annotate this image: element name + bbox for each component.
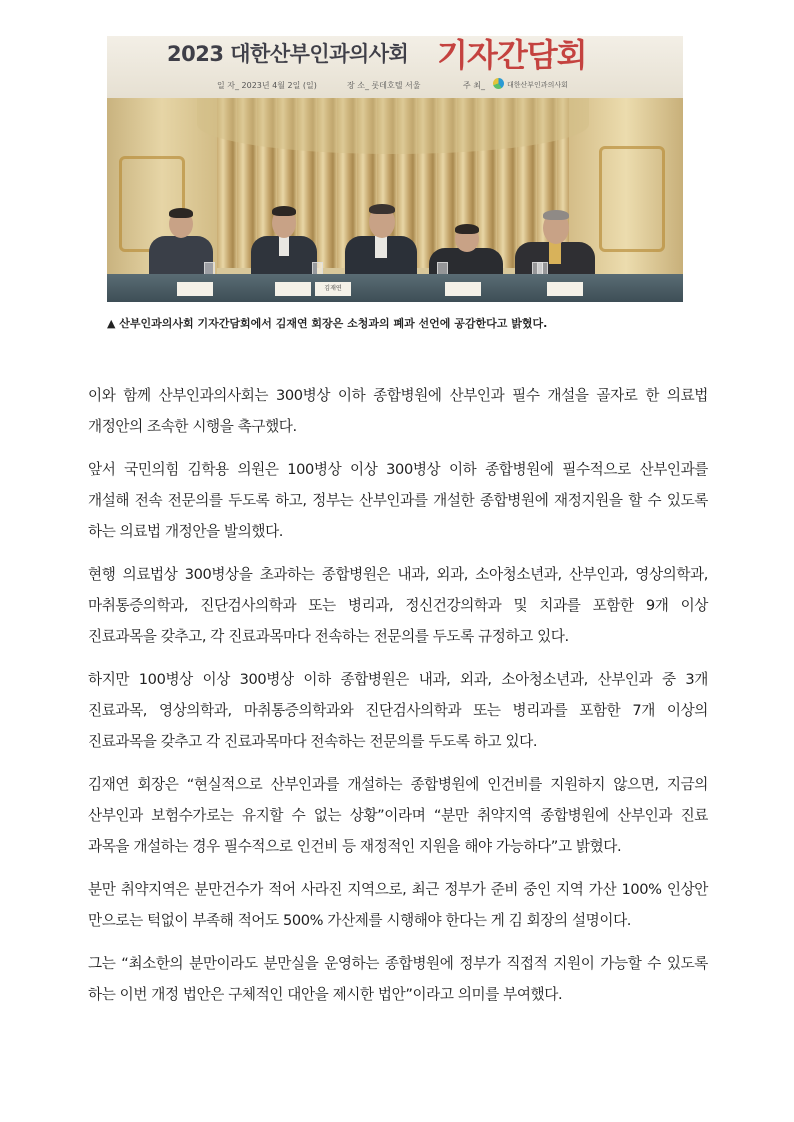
event-banner — [107, 36, 683, 98]
photo-caption: ▲ 산부인과의사회 기자간담회에서 김재연 회장은 소청과의 폐과 선언에 공감한다고 밝혔다. — [107, 317, 548, 330]
banner-title: 2023 대한산부인과의사회 — [167, 42, 409, 66]
nameplate — [445, 282, 481, 296]
nameplate-kim-jae-yeon: 김재연 — [315, 282, 351, 296]
association-logo-icon — [493, 78, 504, 89]
nameplate — [177, 282, 213, 296]
press-conference-photo — [107, 36, 683, 302]
article-paragraph: 하지만 100병상 이상 300병상 이하 종합병원은 내과, 외과, 소아청소년과, 산부인과 중 3개 진료과목, 영상의학과, 마취통증의학과와 진단검사의학과 또는 병리과를 포함한 7개 이상의 진료과목을 갖추고 각 진료과목마다 전속하는 전문의를 두도록 하고 있다. — [88, 671, 708, 750]
nameplate — [275, 282, 311, 296]
article-paragraph: 이와 함께 산부인과의사회는 300병상 이하 종합병원에 산부인과 필수 개설을 골자로 한 의료법 개정안의 조속한 시행을 촉구했다. — [88, 387, 708, 435]
article-paragraph: 앞서 국민의힘 김학용 의원은 100병상 이상 300병상 이하 종합병원에 필수적으로 산부인과를 개설해 전속 전문의를 두도록 하고, 정부는 산부인과를 개설한 종합병원에 재정지원을 할 수 있도록 하는 의료법 개정안을 발의했다. — [88, 461, 708, 540]
nameplate — [547, 282, 583, 296]
article-paragraph: 현행 의료법상 300병상을 초과하는 종합병원은 내과, 외과, 소아청소년과, 산부인과, 영상의학과, 마취통증의학과, 진단검사의학과 또는 병리과, 정신건강의학과 및 치과를 포함한 9개 이상 진료과목을 갖추고, 각 진료과목마다 전속하는 전문의를 두도록 규정하고 있다. — [88, 566, 708, 645]
curtain-valance — [197, 94, 589, 154]
wall-ornament — [599, 146, 665, 252]
banner-host-label: 주 최_ — [463, 81, 485, 90]
article-paragraph: 분만 취약지역은 분만건수가 적어 사라진 지역으로, 최근 정부가 준비 중인 지역 가산 100% 인상안 만으로는 턱없이 부족해 적어도 500% 가산제를 시행해야 한다는 게 김 회장의 설명이다. — [88, 881, 708, 929]
banner-host-name: 대한산부인과의사회 — [507, 81, 568, 89]
article-body — [88, 380, 708, 1022]
banner-title-highlight: 기자간담회 — [437, 36, 587, 74]
article-paragraph: 김재연 회장은 “현실적으로 산부인과를 개설하는 종합병원에 인건비를 지원하지 않으면, 지금의 산부인과 보험수가로는 유지할 수 없는 상황”이라며 “분만 취약지역 종합병원에 산부인과 진료 과목을 개설하는 경우 필수적으로 인건비 등 재정적인 지원을 해야 가능하다”고 밝혔다. — [88, 776, 708, 855]
banner-date: 일 자_ 2023년 4월 2일 (일) — [217, 81, 317, 90]
banner-place: 장 소_ 롯데호텔 서울 — [347, 81, 421, 90]
article-paragraph: 그는 “최소한의 분만이라도 분만실을 운영하는 종합병원에 정부가 직접적 지원이 가능할 수 있도록 하는 이번 개정 법안은 구체적인 대안을 제시한 법안”이라고 의미를 부여했다. — [88, 955, 708, 1003]
